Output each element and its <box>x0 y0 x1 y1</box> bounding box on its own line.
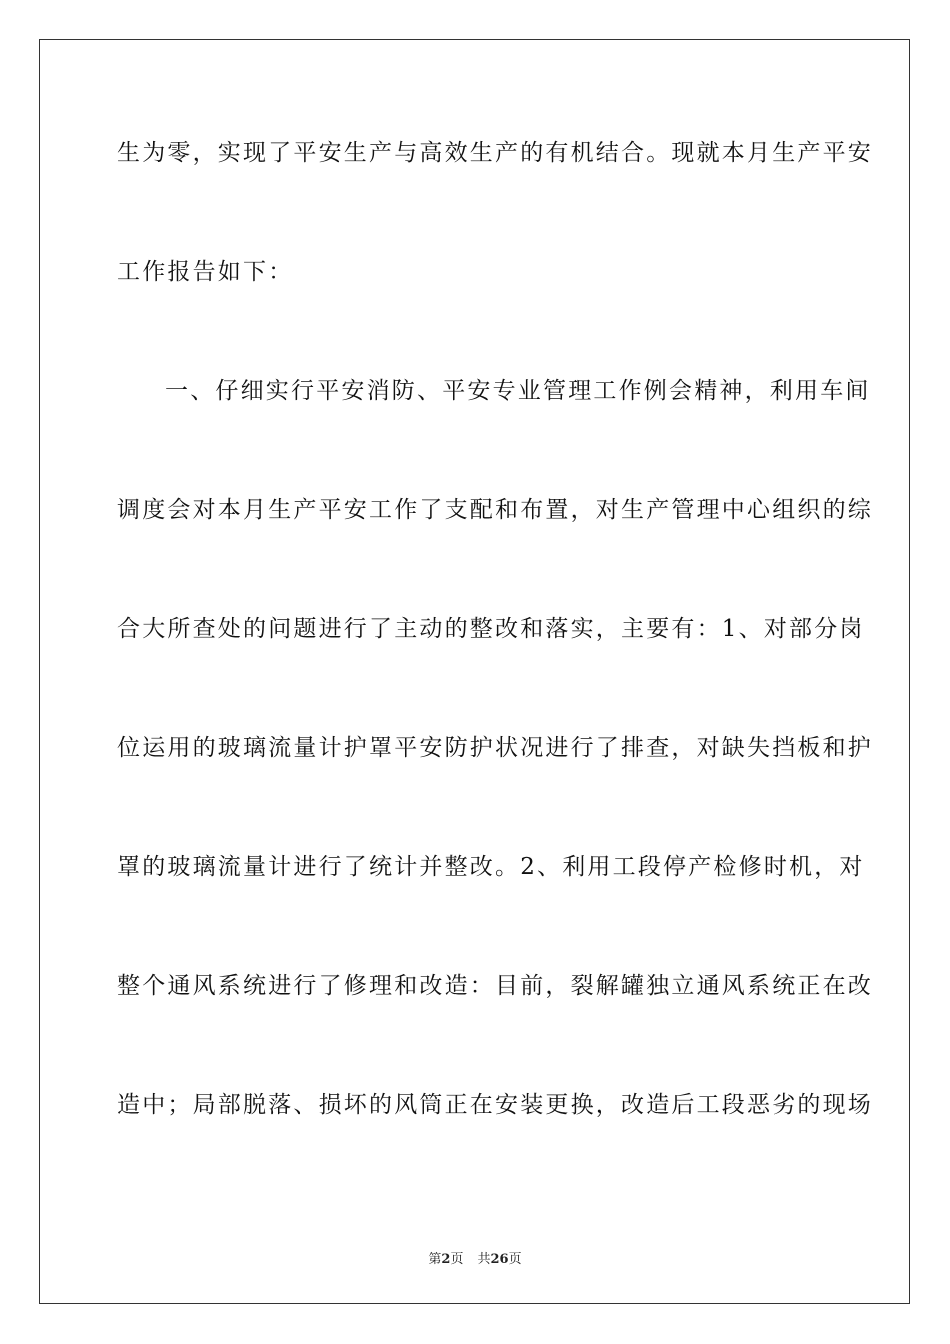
paragraph-line-9: 造中；局部脱落、损坏的风筒正在安装更换，改造后工段恶劣的现场 <box>117 1092 873 1118</box>
paragraph-line-8: 整个通风系统进行了修理和改造：目前，裂解罐独立通风系统正在改 <box>117 973 873 999</box>
page-number: 2 <box>441 1252 451 1267</box>
paragraph-line-4: 调度会对本月生产平安工作了支配和布置，对生产管理中心组织的综 <box>117 497 873 523</box>
document-body <box>117 120 873 1191</box>
paragraph-line-2: 工作报告如下： <box>117 259 294 285</box>
total-prefix: 共 <box>477 1252 491 1267</box>
page-suffix: 页 <box>450 1252 464 1267</box>
page-footer <box>0 1248 950 1267</box>
total-suffix: 页 <box>508 1252 522 1267</box>
paragraph-line-1: 生为零，实现了平安生产与高效生产的有机结合。现就本月生产平安 <box>117 140 873 166</box>
paragraph-line-3: 一、仔细实行平安消防、平安专业管理工作例会精神，利用车间 <box>165 378 871 404</box>
paragraph-line-7: 罩的玻璃流量计进行了统计并整改。2、利用工段停产检修时机，对 <box>117 854 865 880</box>
total-pages: 26 <box>490 1252 509 1267</box>
paragraph-line-6: 位运用的玻璃流量计护罩平安防护状况进行了排查，对缺失挡板和护 <box>117 735 873 761</box>
paragraph-line-5: 合大所查处的问题进行了主动的整改和落实，主要有：1、对部分岗 <box>117 616 865 642</box>
page-prefix: 第 <box>428 1252 442 1267</box>
